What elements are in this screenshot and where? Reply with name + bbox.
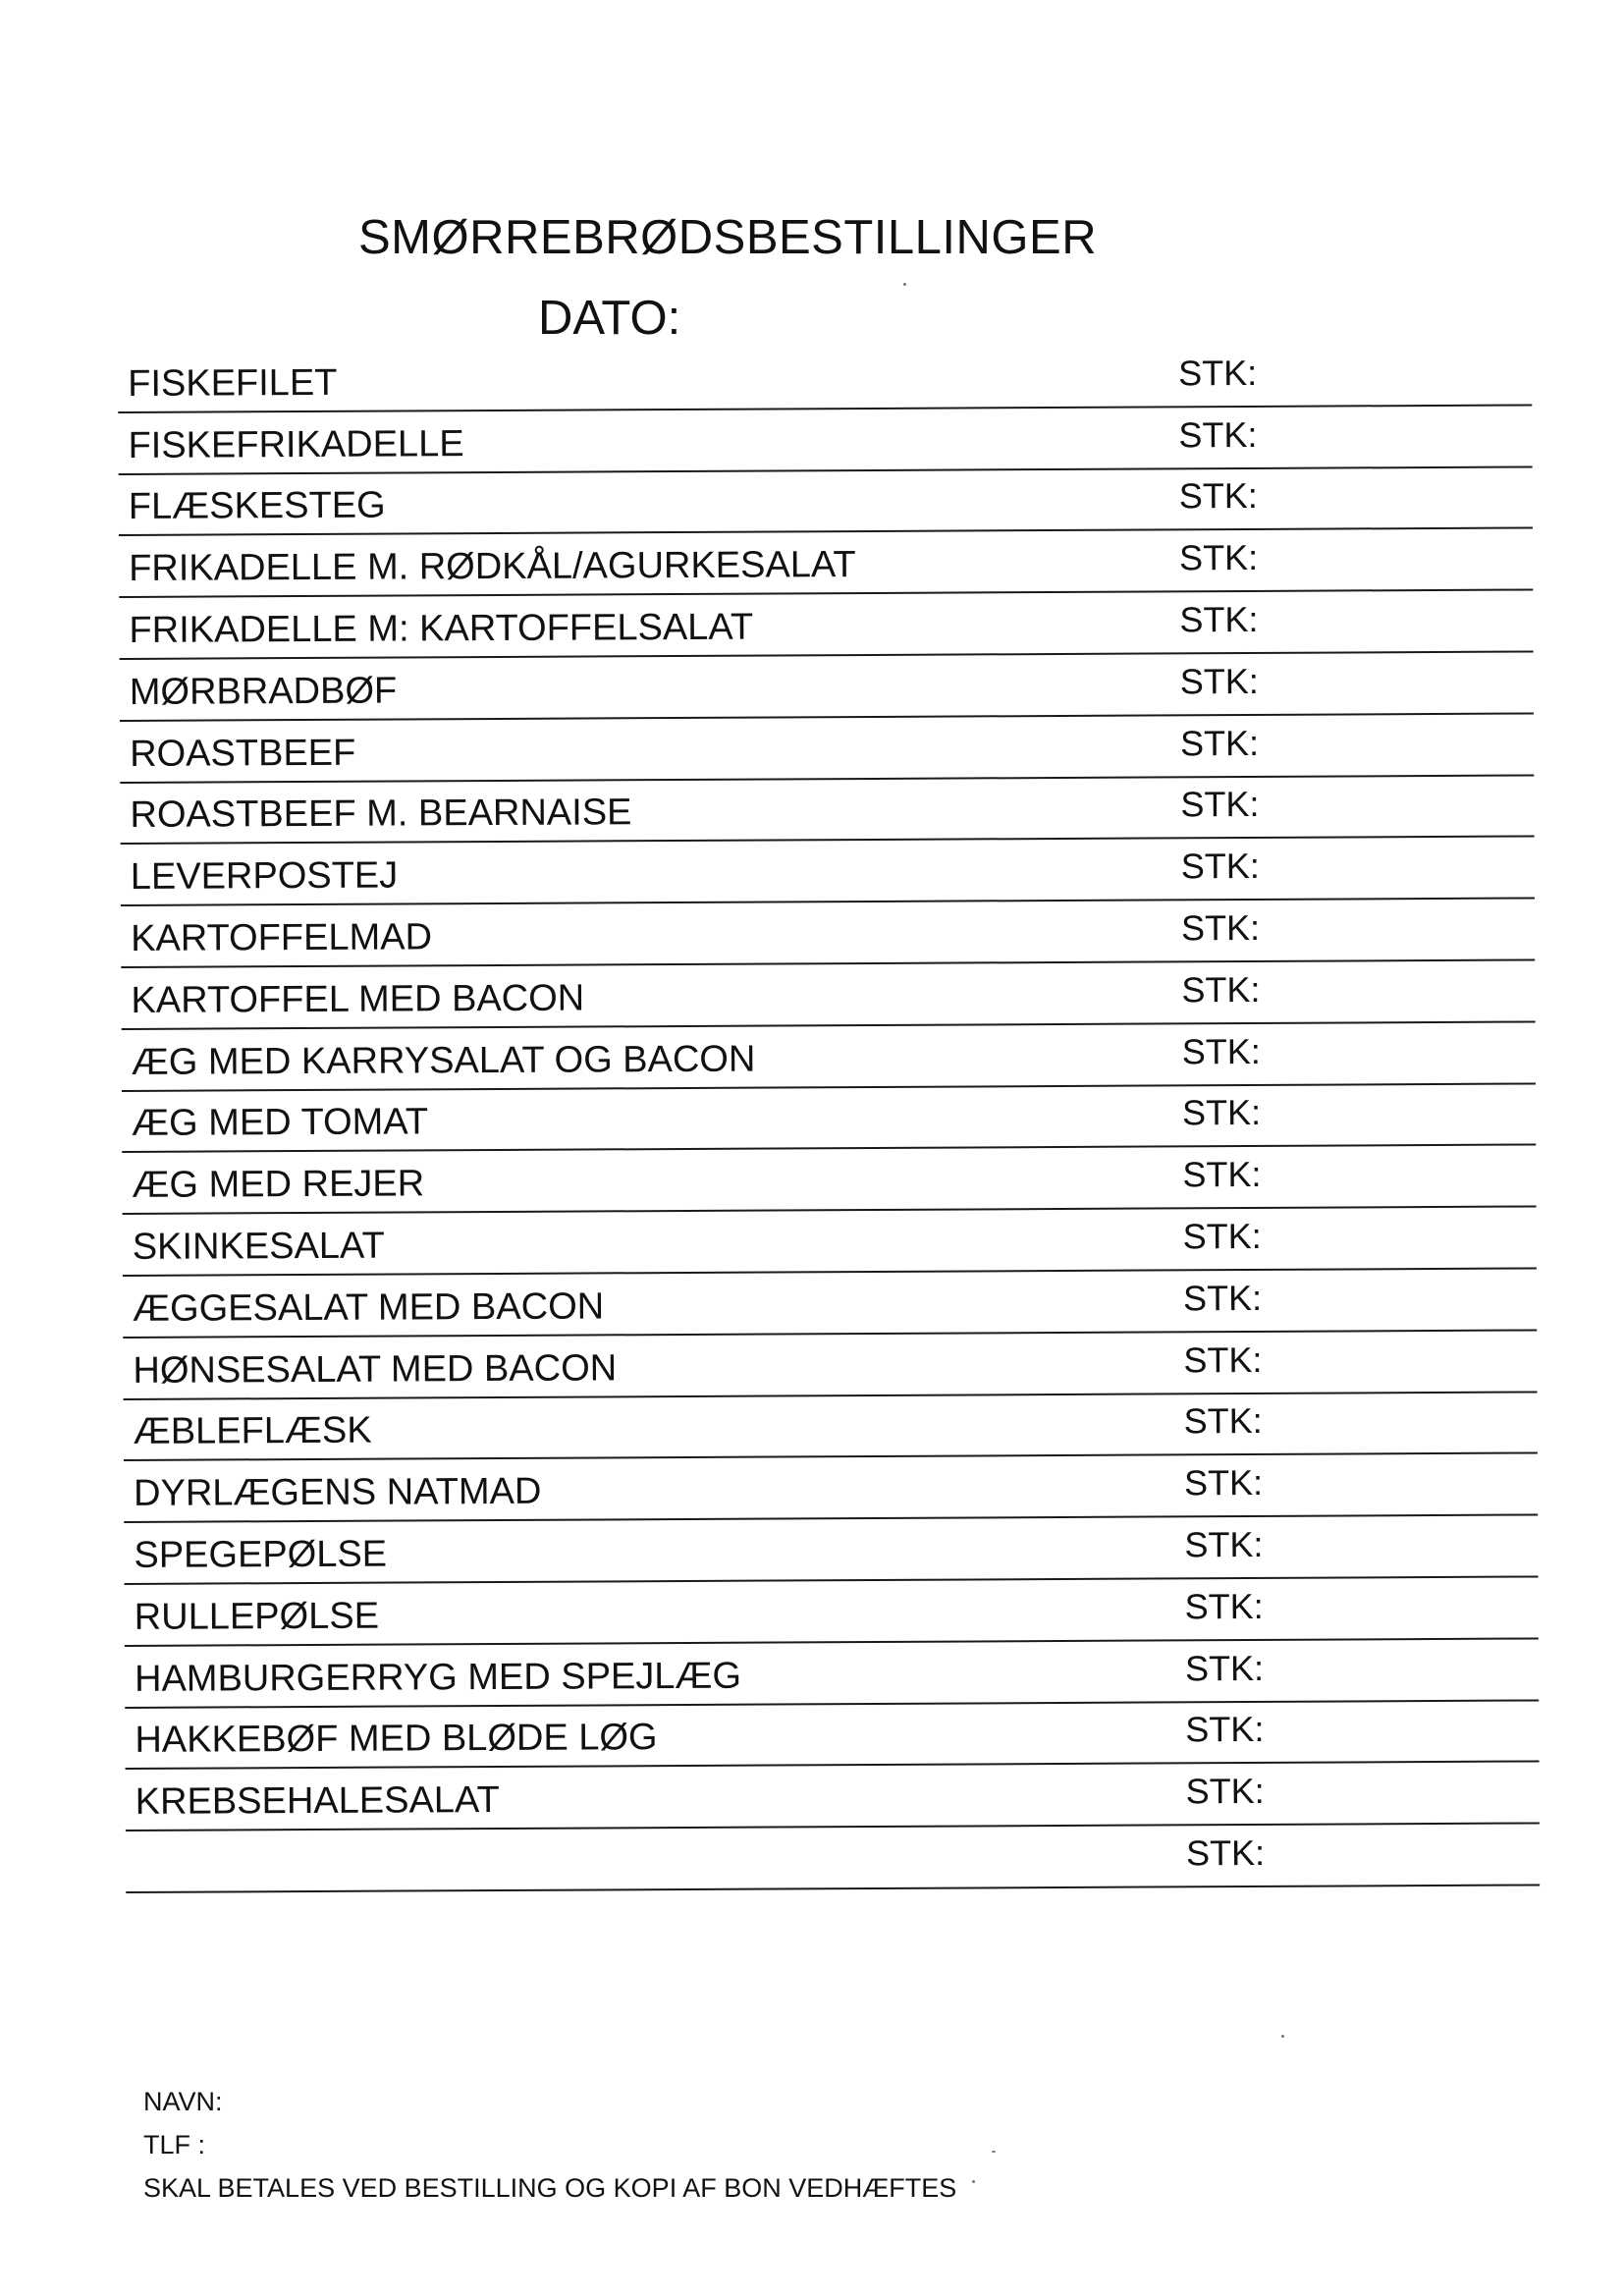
item-name: HAMBURGERRYG MED SPEJLÆG <box>134 1655 742 1700</box>
payment-note: SKAL BETALES VED BESTILLING OG KOPI AF BON VEDHÆFTES <box>143 2173 957 2203</box>
item-name: LEVERPOSTEJ <box>130 854 399 899</box>
order-row <box>121 838 1535 906</box>
order-row <box>125 1577 1539 1646</box>
order-row <box>118 406 1532 474</box>
item-name: ROASTBEEF <box>130 732 356 775</box>
item-name: FRIKADELLE M. RØDKÅL/AGURKESALAT <box>129 544 856 590</box>
quantity-label: STK: <box>1182 1154 1262 1195</box>
scan-speck <box>1281 2035 1284 2038</box>
phone-label: TLF : <box>143 2130 206 2159</box>
order-row <box>124 1393 1538 1461</box>
quantity-label: STK: <box>1179 537 1259 578</box>
footer <box>143 2080 956 2210</box>
item-name: KARTOFFEL MED BACON <box>131 977 585 1021</box>
quantity-label: STK: <box>1179 660 1259 702</box>
order-row <box>125 1639 1539 1708</box>
order-row <box>122 1084 1536 1153</box>
item-name: ÆG MED REJER <box>132 1163 425 1207</box>
quantity-label: STK: <box>1180 846 1260 887</box>
order-row <box>123 1208 1537 1277</box>
quantity-label: STK: <box>1185 1771 1265 1812</box>
item-name: SKINKESALAT <box>132 1225 385 1268</box>
order-row <box>120 652 1534 721</box>
quantity-label: STK: <box>1182 1277 1263 1319</box>
item-name: HØNSESALAT MED BACON <box>133 1346 618 1392</box>
order-row <box>119 467 1533 536</box>
quantity-label: STK: <box>1183 1462 1264 1503</box>
date-label: DATO: <box>538 292 681 345</box>
item-name: ÆG MED TOMAT <box>132 1101 429 1145</box>
scan-speck <box>903 283 906 286</box>
order-row <box>124 1516 1538 1585</box>
quantity-label: STK: <box>1178 475 1258 517</box>
order-row <box>126 1763 1540 1831</box>
item-name: ÆGGESALAT MED BACON <box>132 1285 605 1330</box>
item-name: FRIKADELLE M: KARTOFFELSALAT <box>129 606 754 651</box>
order-row <box>120 714 1534 783</box>
item-name: FISKEFILET <box>128 361 338 405</box>
quantity-label: STK: <box>1181 1030 1261 1071</box>
item-name: SPEGEPØLSE <box>134 1533 388 1576</box>
order-row <box>121 960 1535 1029</box>
item-name: FISKEFRIKADELLE <box>128 422 464 466</box>
item-name: FLÆSKESTEG <box>128 484 386 528</box>
order-row <box>121 900 1535 968</box>
quantity-label: STK: <box>1179 598 1259 640</box>
order-item-list <box>118 344 1540 1892</box>
item-name: ÆBLEFLÆSK <box>133 1410 372 1453</box>
name-label: NAVN: <box>143 2087 223 2116</box>
item-name: KREBSEHALESALAT <box>135 1779 500 1824</box>
order-row <box>120 776 1534 845</box>
quantity-label: STK: <box>1185 1709 1265 1750</box>
item-name: MØRBRADBØF <box>129 670 398 713</box>
scan-speck <box>972 2180 975 2183</box>
item-name: ROASTBEEF M. BEARNAISE <box>130 792 632 837</box>
order-row <box>122 1146 1536 1215</box>
order-row <box>123 1269 1537 1338</box>
quantity-label: STK: <box>1180 784 1260 825</box>
quantity-label: STK: <box>1183 1339 1263 1380</box>
quantity-label: STK: <box>1181 968 1261 1011</box>
item-name: RULLEPØLSE <box>134 1595 380 1638</box>
quantity-label: STK: <box>1184 1523 1264 1565</box>
order-row <box>126 1825 1540 1893</box>
order-row <box>119 529 1533 598</box>
scan-speck <box>992 2151 996 2153</box>
form-title: SMØRREBRØDSBESTILLINGER <box>358 211 1098 264</box>
quantity-label: STK: <box>1184 1585 1264 1627</box>
item-name: KARTOFFELMAD <box>131 916 433 959</box>
quantity-label: STK: <box>1181 1092 1262 1133</box>
order-row <box>122 1022 1536 1091</box>
item-name: HAKKEBØF MED BLØDE LØG <box>135 1717 658 1762</box>
quantity-label: STK: <box>1183 1400 1263 1442</box>
order-row <box>125 1701 1539 1770</box>
quantity-label: STK: <box>1184 1647 1265 1688</box>
quantity-label: STK: <box>1179 722 1260 763</box>
quantity-label: STK: <box>1185 1831 1266 1874</box>
quantity-label: STK: <box>1178 413 1258 455</box>
quantity-label: STK: <box>1178 352 1258 394</box>
quantity-label: STK: <box>1180 906 1261 949</box>
order-row <box>124 1454 1538 1523</box>
order-row <box>118 344 1532 412</box>
item-name: DYRLÆGENS NATMAD <box>133 1470 542 1515</box>
item-name: ÆG MED KARRYSALAT OG BACON <box>131 1038 756 1083</box>
quantity-label: STK: <box>1182 1215 1262 1257</box>
order-row <box>123 1331 1537 1399</box>
order-row <box>119 591 1533 660</box>
